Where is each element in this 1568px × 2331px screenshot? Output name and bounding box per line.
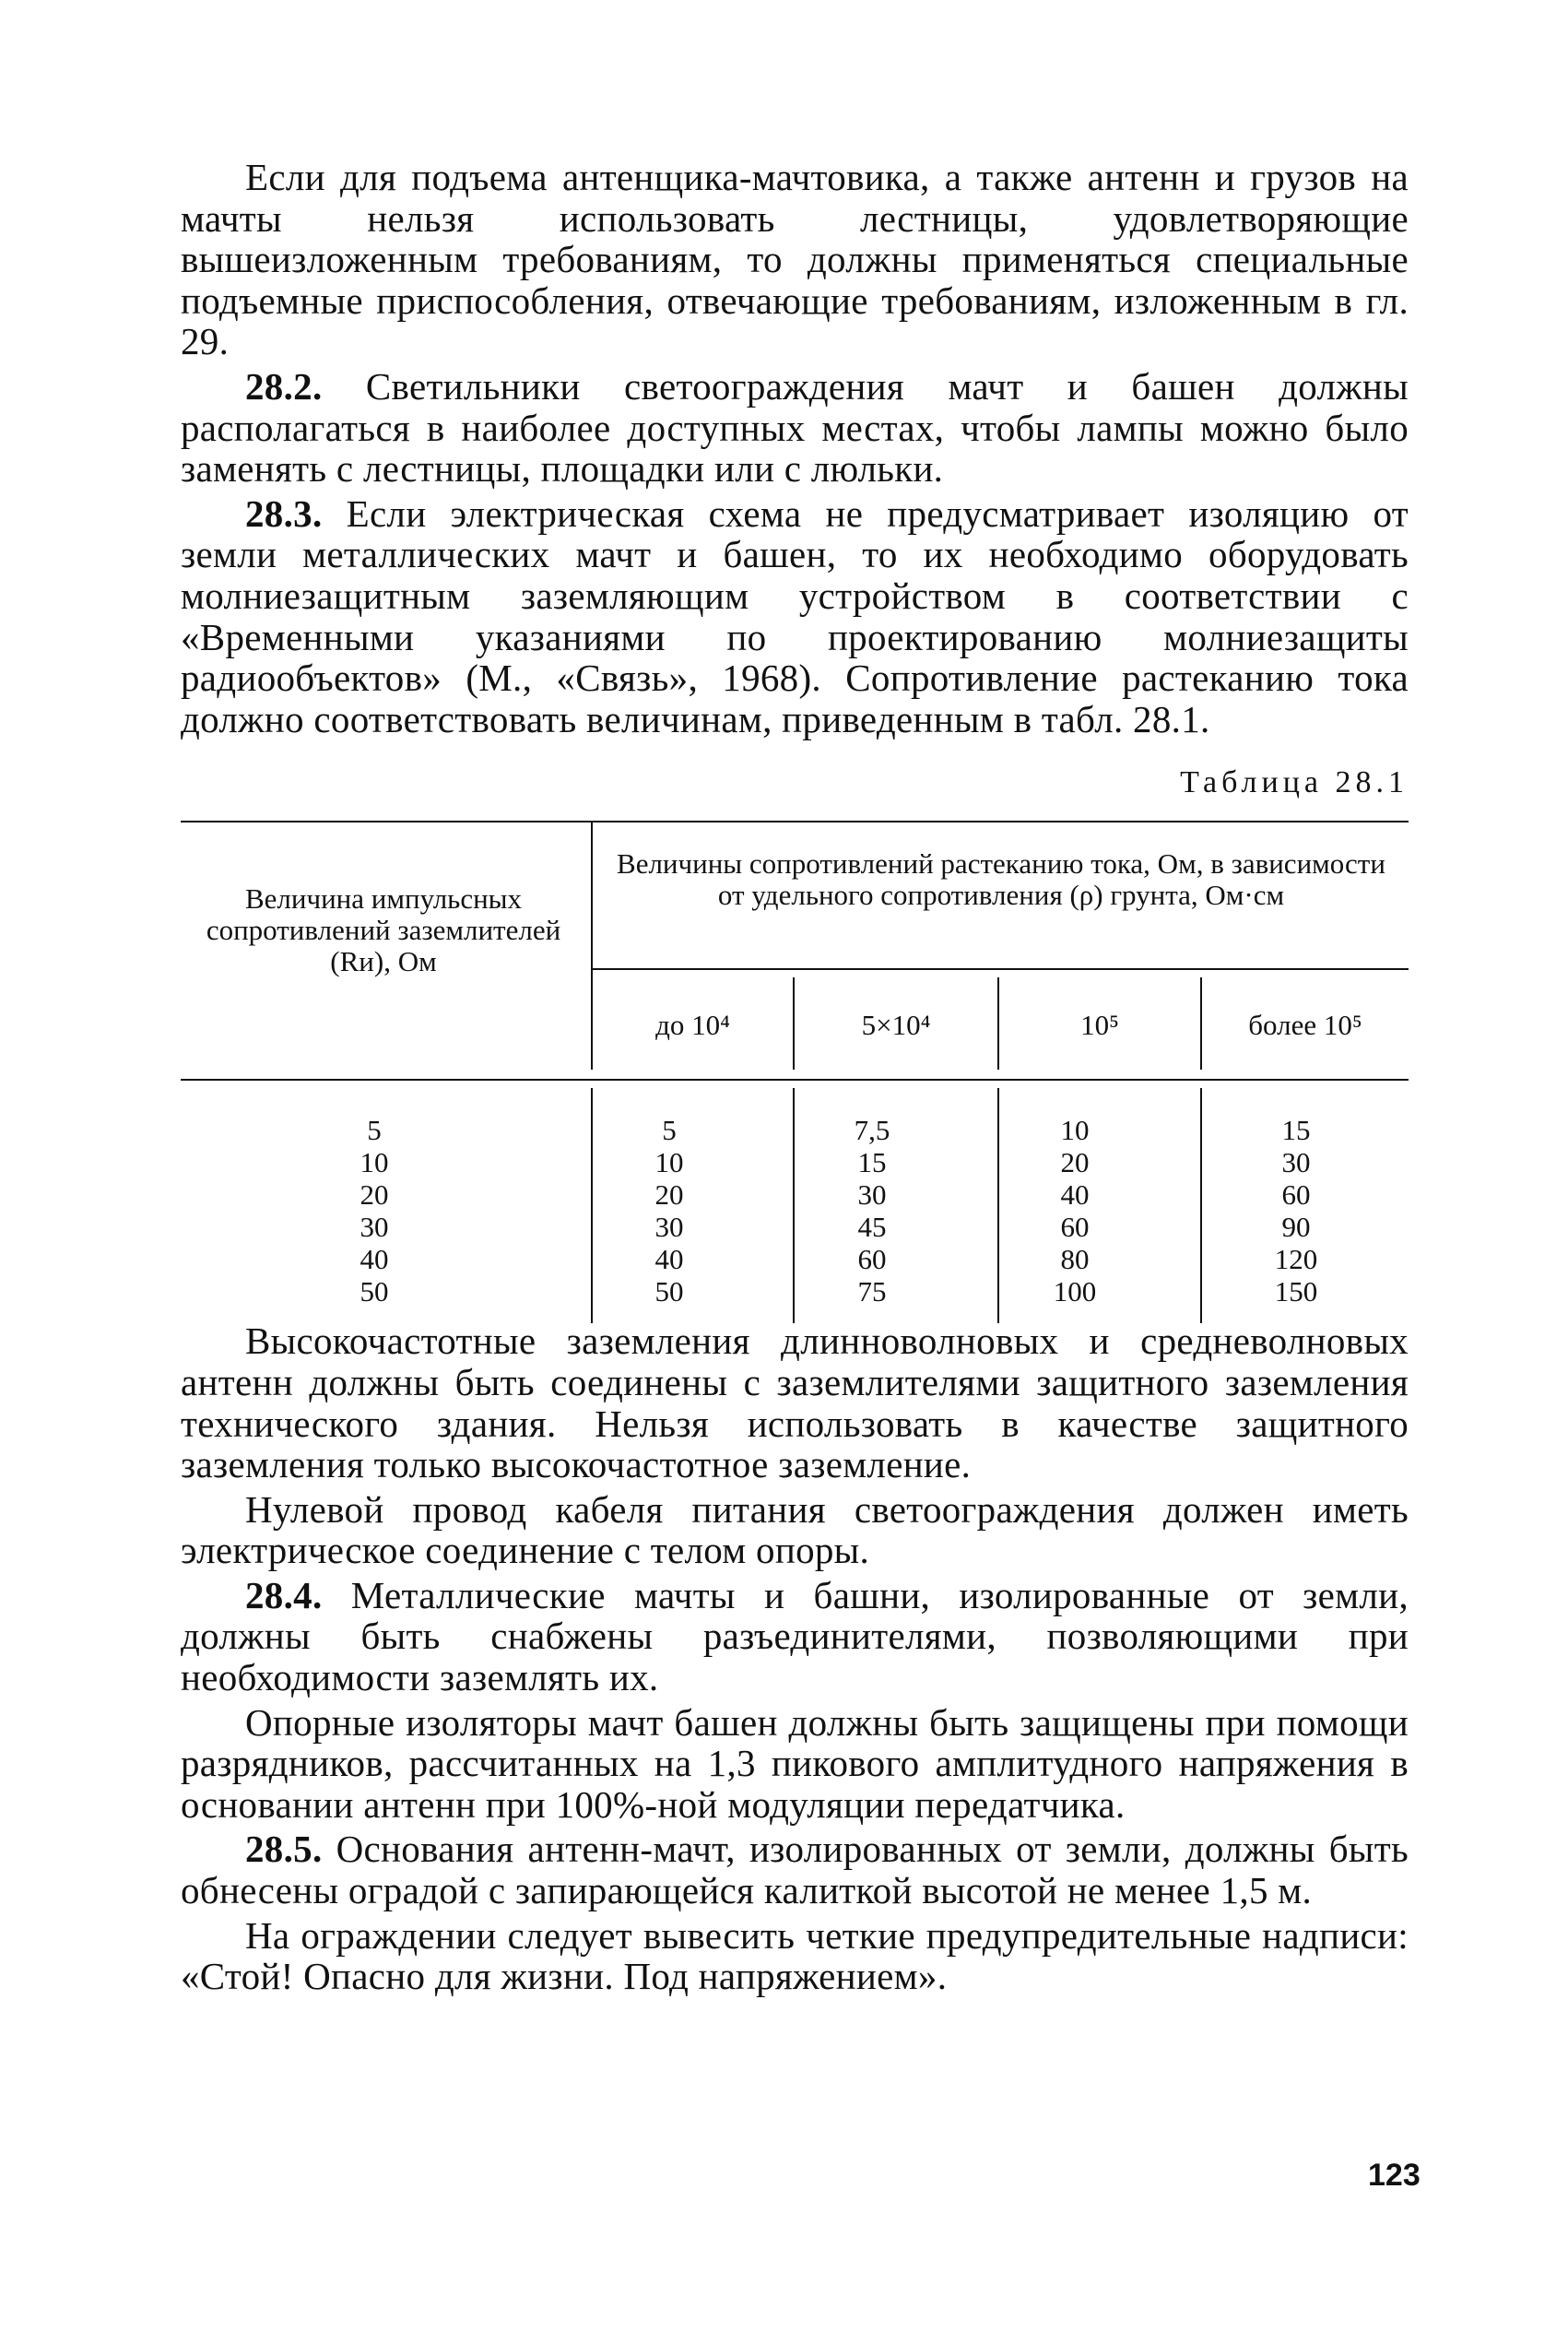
paragraph: Нулевой провод кабеля питания светоограждения должен иметь электрическое соединение с телом опоры. — [181, 1487, 1409, 1572]
table-cell: 75 — [857, 1275, 887, 1308]
column-values — [301, 1114, 448, 1307]
table-cell: 30 — [1281, 1146, 1311, 1179]
table-cell: 40 — [1060, 1178, 1090, 1212]
column-values — [1232, 1114, 1361, 1307]
column-header: 5×10⁴ — [861, 1009, 931, 1042]
table-header-rule — [181, 1079, 1409, 1081]
table-cell: 20 — [360, 1178, 389, 1212]
column-values — [817, 1114, 927, 1307]
table-cell: 40 — [654, 1243, 684, 1276]
table-cell: 120 — [1274, 1243, 1318, 1276]
column-header: до 10⁴ — [655, 1009, 730, 1042]
table-cell: 30 — [857, 1178, 887, 1212]
table-cell: 60 — [857, 1243, 887, 1276]
paragraph-text: Основания антенн-мачт, изолированных от земли, должны быть обнесены оградой с запирающейся калиткой высотой не менее 1,5 м. — [181, 1828, 1409, 1912]
table-cell: 150 — [1274, 1275, 1318, 1308]
group-header-cell: Величины сопротивлений растеканию тока, Ом, в зависимости от удельного сопротивления (ρ) грунта, Ом·см — [617, 847, 1385, 912]
table-vrule — [1200, 1088, 1202, 1323]
table-cell: 5 — [367, 1114, 382, 1147]
table-cell: 10 — [1060, 1114, 1090, 1147]
table-cell: 45 — [857, 1211, 887, 1244]
table-caption: Таблица 28.1 — [1180, 765, 1409, 800]
table-cell: 10 — [360, 1146, 389, 1179]
row-header-cell: Величина импульсных сопротивлений заземлителей (Rи), Ом — [206, 882, 561, 978]
paragraph: Если для подъема антенщика-мачтовика, а также антенн и грузов на мачты нельзя использовать лестницы, удовлетворяющие вышеизложенным требованиям, то должны применяться специальные подъемные приспособления, отвечающие требованиям, изложенным в гл. 29. — [181, 156, 1409, 363]
table-cell: 20 — [1060, 1146, 1090, 1179]
section-number: 28.5. — [245, 1828, 323, 1871]
table-cell: 60 — [1060, 1211, 1090, 1244]
table-cell: 100 — [1053, 1275, 1097, 1308]
table-cell: 60 — [1281, 1178, 1311, 1212]
table-top-rule — [181, 821, 1409, 822]
table-vrule — [793, 1088, 795, 1323]
section-number: 28.2. — [245, 364, 323, 408]
paragraph-28-4 — [181, 1575, 1409, 1698]
paragraph-28-2 — [181, 366, 1409, 490]
table-cell: 30 — [654, 1211, 684, 1244]
paragraph-text: Металлические мачты и башни, изолированные от земли, должны быть снабжены разъединителями, позволяющими при необходимости заземлять их. — [181, 1573, 1409, 1699]
paragraph: На ограждении следует вывесить четкие предупредительные надписи: «Стой! Опасно для жизни. Под напряжением». — [181, 1913, 1409, 1998]
column-values — [614, 1114, 725, 1307]
table-cell: 40 — [360, 1243, 389, 1276]
table-group-rule — [591, 968, 1409, 970]
paragraph-text: Светильники светоограждения мачт и башен должны располагаться в наиболее доступных местах, чтобы лампы можно было заменять с лестницы, площадки или с люльки. — [181, 364, 1409, 491]
paragraph: Высокочастотные заземления длинноволновых и средневолновых антенн должны быть соединены с заземлителями защитного заземления технического здания. Нельзя использовать в качестве защитного заземления только высокочастотное заземление. — [181, 1319, 1409, 1486]
column-header: 10⁵ — [1080, 1009, 1119, 1042]
table-cell: 7,5 — [854, 1114, 890, 1147]
column-values — [1020, 1114, 1130, 1307]
table-cell: 80 — [1060, 1243, 1090, 1276]
table-cell: 5 — [662, 1114, 677, 1147]
table-cell: 15 — [857, 1146, 887, 1179]
resistance-table — [181, 821, 1409, 1337]
paragraph-28-5 — [181, 1828, 1409, 1911]
paragraph: Опорные изоляторы мачт башен должны быть защищены при помощи разрядников, рассчитанных на 1,3 пикового амплитудного напряжения в основании антенн при 100%-ной модуляции передатчика. — [181, 1700, 1409, 1826]
table-cell: 50 — [360, 1275, 389, 1308]
table-cell: 50 — [654, 1275, 684, 1308]
table-cell: 30 — [360, 1211, 389, 1244]
page-body — [181, 157, 1409, 1997]
page-number: 123 — [1368, 2158, 1421, 2193]
table-cell: 15 — [1281, 1114, 1311, 1147]
column-header: более 10⁵ — [1248, 1009, 1362, 1042]
table-vrule — [591, 1088, 593, 1323]
section-number: 28.4. — [245, 1573, 323, 1616]
section-number: 28.3. — [245, 491, 323, 535]
table-vrule — [997, 1088, 999, 1323]
paragraph-28-3 — [181, 493, 1409, 740]
paragraph-text: Если электрическая схема не предусматривает изоляцию от земли металлических мачт и башен, то их необходимо оборудовать молниезащитным заземляющим устройством в соответствии с «Временными указаниями по проектированию молниезащиты радиообъектов» (М., «Связь», 1968). Сопротивление растеканию тока должно соответствовать величинам, приведенным в табл. 28.1. — [181, 491, 1409, 740]
table-cell: 20 — [654, 1178, 684, 1212]
table-cell: 90 — [1281, 1211, 1311, 1244]
table-cell: 10 — [654, 1146, 684, 1179]
